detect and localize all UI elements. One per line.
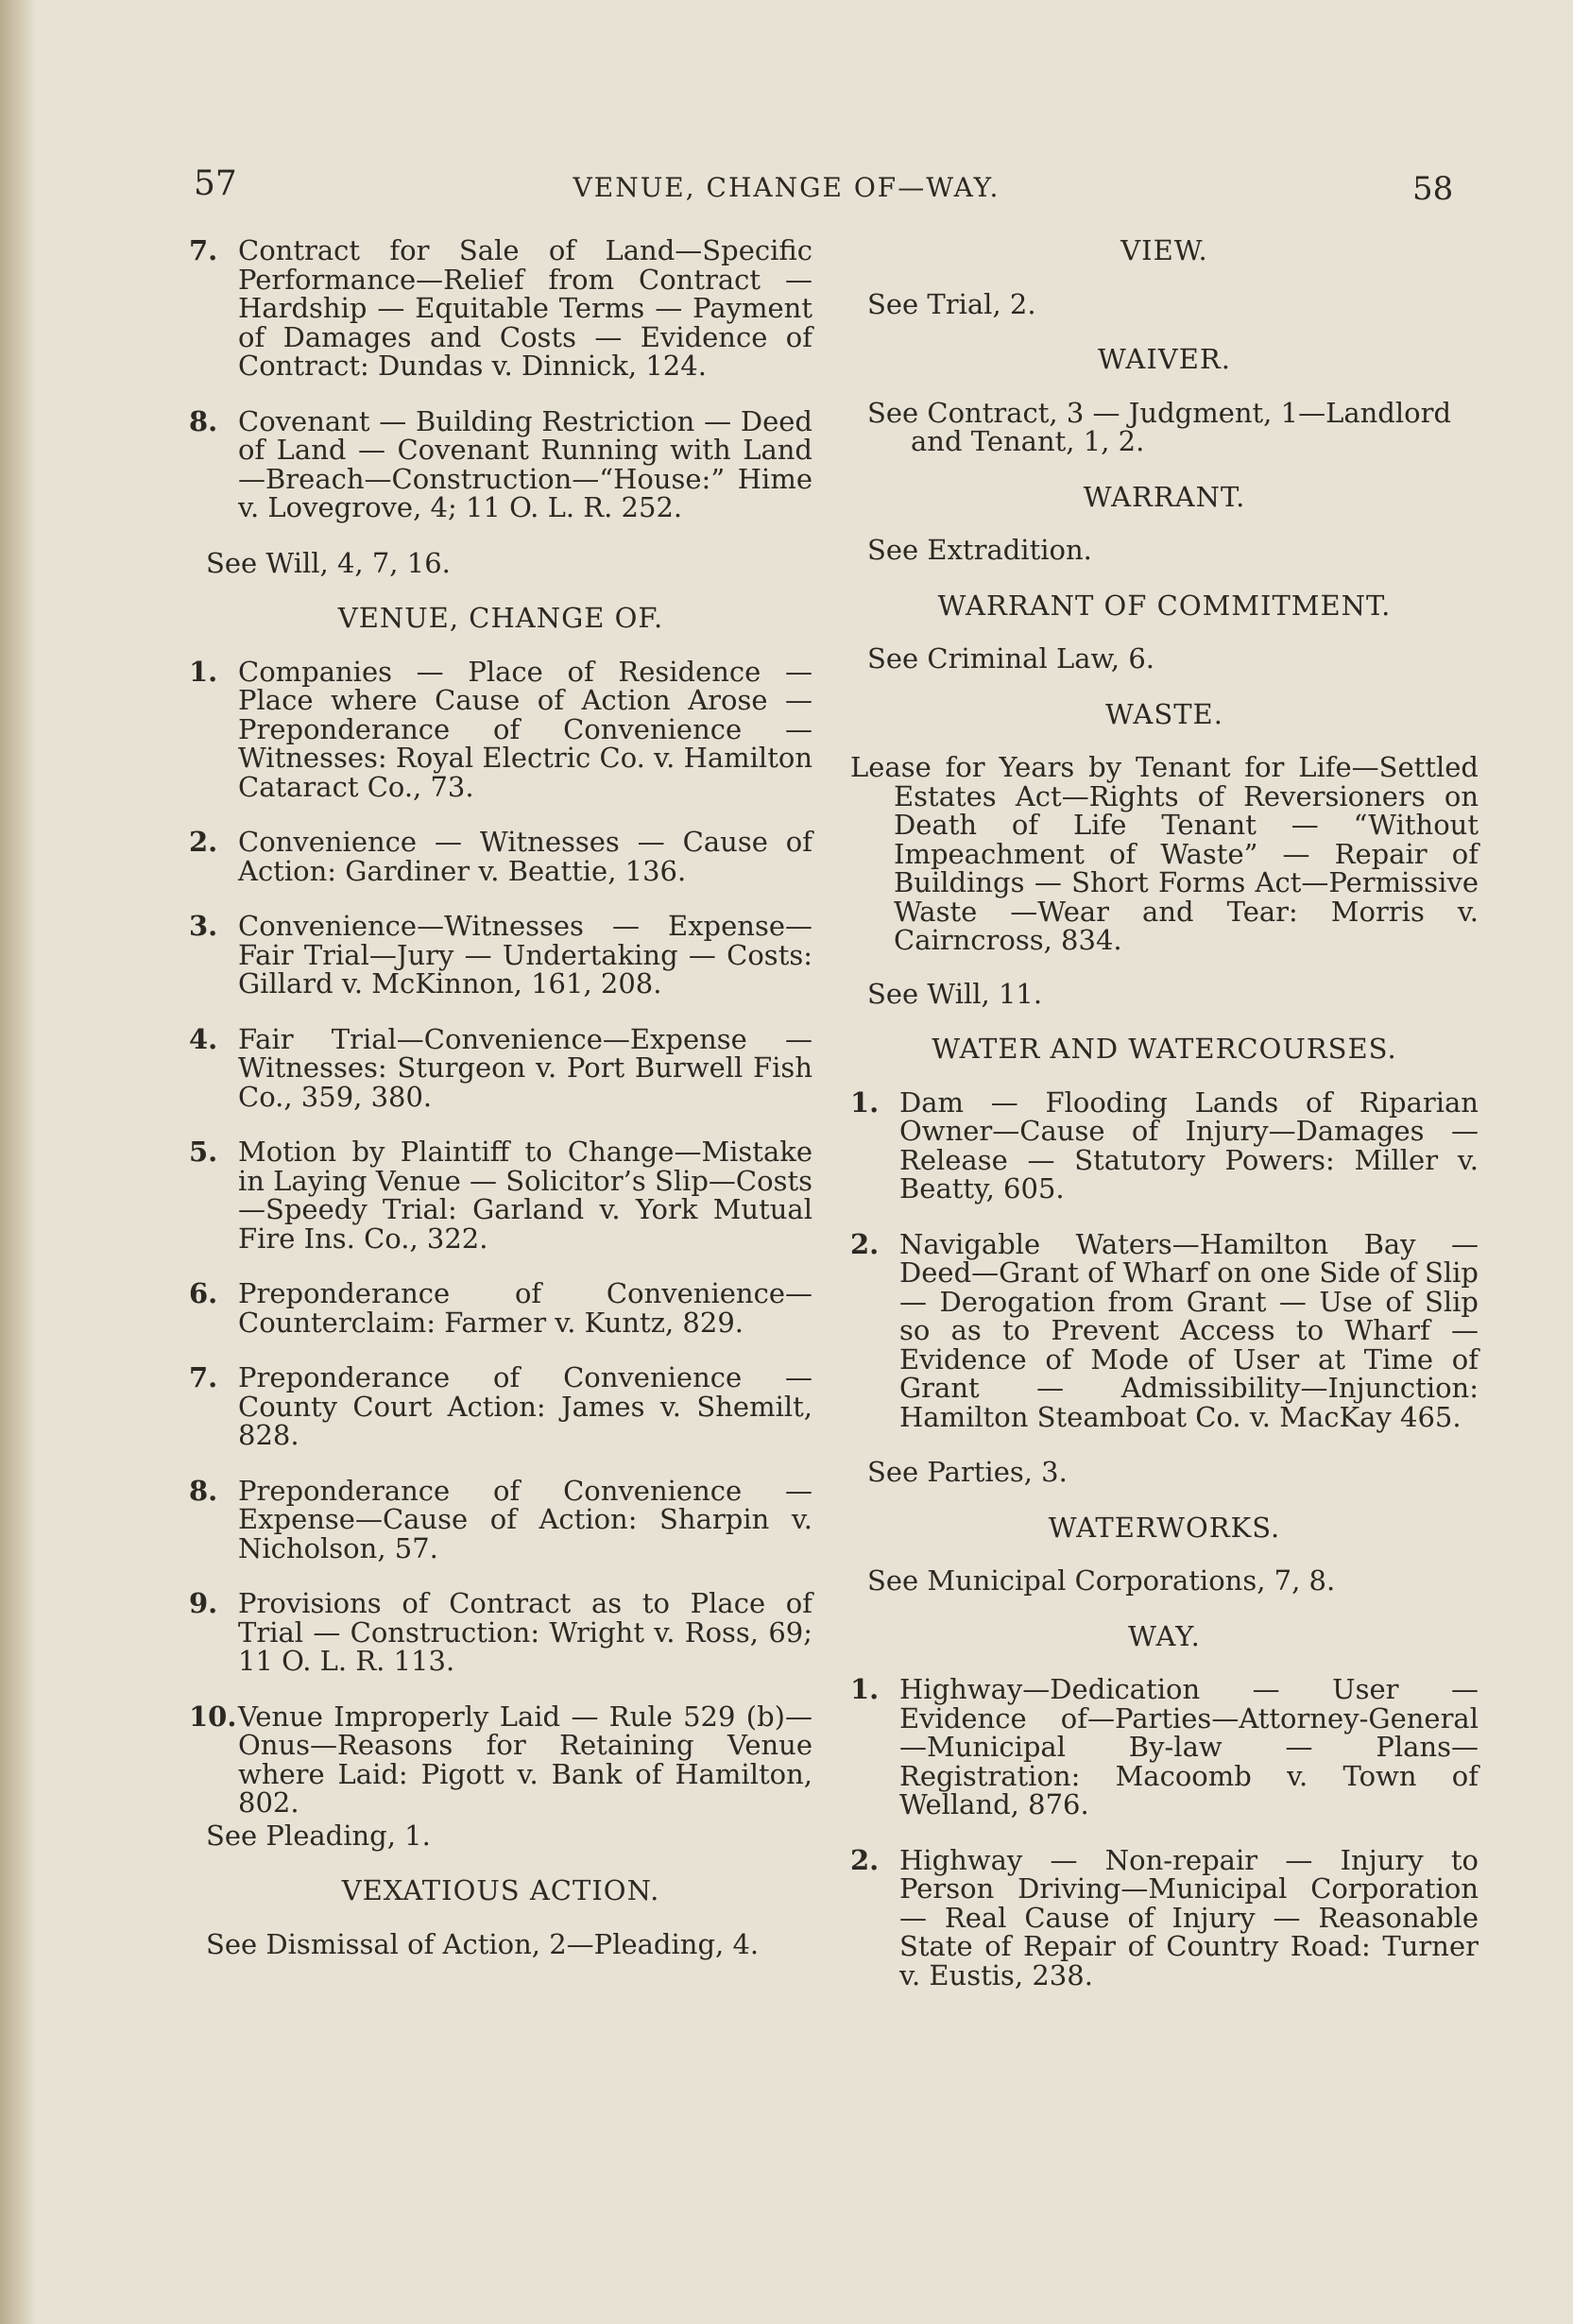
entry-text: Highway — Non-repair — Injury to Person Driving—Municipal Corporation — Real Cause of Injury — Reasonable State of Repair of Country Road: Turner v. Eustis, 238. <box>899 1843 1479 1991</box>
left-column <box>189 236 812 1985</box>
running-header <box>0 159 1573 215</box>
entry-text: Provisions of Contract as to Place of Trial — Construction: Wright v. Ross, 69; 11 O. L. R. 113. <box>238 1587 812 1677</box>
right-column <box>850 236 1479 2016</box>
entry-number: 7. <box>189 234 218 266</box>
index-entry <box>189 655 812 803</box>
index-entry <box>189 236 812 381</box>
section-heading-warrant: WARRANT. <box>1083 480 1246 513</box>
cross-reference: See Municipal Corporations, 7, 8. <box>867 1564 1336 1597</box>
index-entry <box>189 1589 812 1676</box>
entry-number: 10. <box>189 1700 237 1733</box>
entry-text: Dam — Flooding Lands of Riparian Owner—Cause of Injury—Damages — Release — Statutory Powers: Miller v. Beatty, 605. <box>899 1085 1479 1205</box>
entry-text: Companies — Place of Residence — Place where Cause of Action Arose — Preponderance of Convenience — Witnesses: Royal Electric Co. v. Hamilton Cataract Co., 73. <box>238 655 812 803</box>
left-page-number: 57 <box>194 164 237 203</box>
cross-reference: See Parties, 3. <box>867 1456 1068 1488</box>
index-entry <box>189 912 812 999</box>
index-entry <box>850 1227 1479 1433</box>
entry-number: 1. <box>850 1085 880 1119</box>
entry-text: Preponderance of Convenience — Expense—Cause of Action: Sharpin v. Nicholson, 57. <box>238 1474 812 1564</box>
entry-number: 8. <box>189 1474 218 1507</box>
index-entry <box>189 1363 812 1450</box>
index-entry <box>850 1675 1479 1820</box>
index-entry <box>189 404 812 523</box>
cross-reference: See Extradition. <box>867 534 1092 566</box>
cross-reference: See Pleading, 1. <box>206 1819 431 1852</box>
index-entry <box>850 1843 1479 1991</box>
entry-number: 8. <box>189 404 218 437</box>
cross-reference: See Will, 11. <box>867 977 1043 1010</box>
index-entry <box>189 1137 812 1253</box>
entry-number: 2. <box>850 1227 880 1260</box>
section-heading-venue: VENUE, CHANGE OF. <box>337 602 664 634</box>
entry-number: 1. <box>850 1673 880 1705</box>
section-heading-waste: WASTE. <box>1105 697 1223 730</box>
entry-number: 1. <box>189 655 218 688</box>
entry-text: Fair Trial—Convenience—Expense — Witnesses: Sturgeon v. Port Burwell Fish Co., 359, 380. <box>238 1022 812 1113</box>
entry-text: Covenant — Building Restriction — Deed of Land — Covenant Running with Land—Breach—Construction—“House:” Hime v. Lovegrove, 4; 11 O. L. R. 252. <box>238 404 812 523</box>
entry-number: 5. <box>189 1136 218 1168</box>
running-title: VENUE, CHANGE OF—WAY. <box>573 172 1000 203</box>
index-entry <box>189 1279 812 1337</box>
section-heading-waterworks: WATERWORKS. <box>1048 1511 1281 1544</box>
section-heading-water: WATER AND WATERCOURSES. <box>932 1033 1397 1065</box>
cross-reference: See Contract, 3 — Judgment, 1—Landlord and Tenant, 1, 2. <box>867 396 1452 457</box>
entry-text: Convenience—Witnesses — Expense—Fair Trial—Jury — Undertaking — Costs: Gillard v. McKinnon, 161, 208. <box>238 910 812 1000</box>
book-spine-shadow <box>0 0 36 2324</box>
cross-reference: See Will, 4, 7, 16. <box>206 546 451 579</box>
index-entry <box>189 1702 812 1818</box>
entry-text: Motion by Plaintiff to Change—Mistake in Laying Venue — Solicitor’s Slip—Costs—Speedy Trial: Garland v. York Mutual Fire Ins. Co., 322. <box>238 1136 812 1255</box>
section-heading-warrant-of-commitment: WARRANT OF COMMITMENT. <box>937 589 1392 622</box>
right-page-number: 58 <box>1412 170 1454 208</box>
entry-text: Contract for Sale of Land—Specific Performance—Relief from Contract — Hardship — Equitable Terms — Payment of Damages and Costs — Evidence of Contract: Dundas v. Dinnick, 124. <box>238 234 812 382</box>
entry-number: 9. <box>189 1587 218 1619</box>
index-entry <box>850 1085 1479 1205</box>
entry-text: Preponderance of Convenience — County Court Action: James v. Shemilt, 828. <box>238 1361 812 1451</box>
index-entry <box>189 828 812 885</box>
section-heading-way: WAY. <box>1128 1619 1201 1652</box>
entry-number: 4. <box>189 1022 218 1055</box>
entry-text: Preponderance of Convenience—Counterclaim: Farmer v. Kuntz, 829. <box>238 1277 812 1339</box>
entry-number: 2. <box>850 1843 880 1876</box>
cross-reference: See Dismissal of Action, 2—Pleading, 4. <box>206 1927 760 1960</box>
section-heading-vexatious: VEXATIOUS ACTION. <box>341 1874 660 1906</box>
index-entry <box>189 1022 812 1113</box>
entry-number: 2. <box>189 826 218 858</box>
entry-number: 6. <box>189 1277 218 1309</box>
entry-text: Navigable Waters—Hamilton Bay — Deed—Grant of Wharf on one Side of Slip — Derogation from Grant — Use of Slip so as to Prevent Access to Wharf — Evidence of Mode of User at Time of Grant — Admissibility—Injunction: Hamilton Steamboat Co. v. MacKay 465. <box>899 1227 1479 1433</box>
section-heading-waiver: WAIVER. <box>1098 343 1231 375</box>
entry-number: 7. <box>189 1361 218 1393</box>
cross-reference: See Criminal Law, 6. <box>867 642 1155 675</box>
entry-text: Convenience — Witnesses — Cause of Action: Gardiner v. Beattie, 136. <box>238 826 812 887</box>
index-entry <box>189 1474 812 1564</box>
cross-reference: See Trial, 2. <box>867 287 1036 320</box>
entry-text: Venue Improperly Laid — Rule 529 (b)—Onus—Reasons for Retaining Venue where Laid: Pigott v. Bank of Hamilton, 802. <box>238 1700 812 1819</box>
entry-number: 3. <box>189 910 218 942</box>
section-heading-view: VIEW. <box>1120 234 1208 266</box>
waste-entry-text: Lease for Years by Tenant for Life—Settled Estates Act—Rights of Reversioners on Death of Life Tenant — “Without Impeachment of Waste” — Repair of Buildings — Short Forms Act—Permissive Waste —Wear and Tear: Morris v. Cairncross, 834. <box>850 751 1479 956</box>
entry-text: Highway—Dedication — User — Evidence of—Parties—Attorney-General —Municipal By-law — Plans—Registration: Macoomb v. Town of Welland, 876. <box>899 1673 1479 1820</box>
